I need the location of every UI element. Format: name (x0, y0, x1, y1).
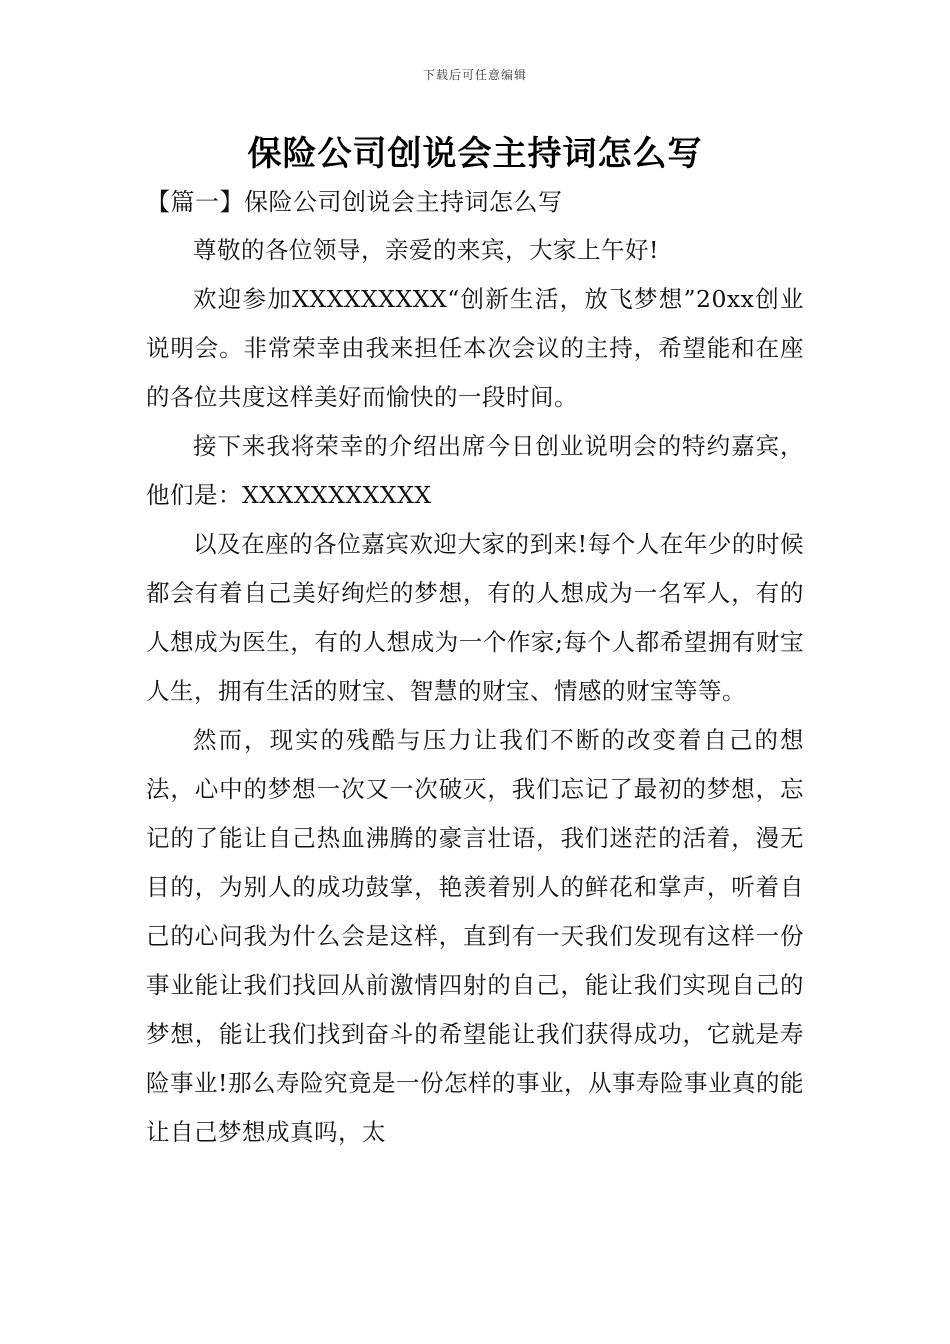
paragraph-dreams: 以及在座的各位嘉宾欢迎大家的到来!每个人在年少的时候都会有着自己美好绚烂的梦想，有的人想成为一名军人，有的人想成为医生，有的人想成为一个作家;每个人都希望拥有财宝人生，拥有生活的财宝、智慧的财宝、情感的财宝等等。 (146, 530, 804, 705)
body-text (146, 226, 804, 1157)
paragraph-guests: 接下来我将荣幸的介绍出席今日创业说明会的特约嘉宾，他们是：XXXXXXXXXXX (146, 432, 804, 509)
paragraph-welcome: 欢迎参加XXXXXXXXX“创新生活，放飞梦想”20xx创业说明会。非常荣幸由我来担任本次会议的主持，希望能和在座的各位共度这样美好而愉快的一段时间。 (146, 285, 804, 411)
header-note: 下载后可任意编辑 (422, 68, 527, 82)
paragraph-greeting: 尊敬的各位领导，亲爱的来宾，大家上午好! (193, 236, 659, 264)
page-title: 保险公司创说会主持词怎么写 (247, 134, 703, 174)
section-heading: 【篇一】保险公司创说会主持词怎么写 (146, 188, 563, 216)
paragraph-reality: 然而，现实的残酷与压力让我们不断的改变着自己的想法，心中的梦想一次又一次破灭，我们忘记了最初的梦想，忘记的了能让自己热血沸腾的豪言壮语，我们迷茫的活着，漫无目的，为别人的成功鼓掌，艳羡着别人的鲜花和掌声，听着自己的心问我为什么会是这样，直到有一天我们发现有这样一份事业能让我们找回从前激情四射的自己，能让我们实现自己的梦想，能让我们找到奋斗的希望能让我们获得成功，它就是寿险事业!那么寿险究竟是一份怎样的事业，从事寿险事业真的能让自己梦想成真吗，太 (146, 726, 804, 1146)
